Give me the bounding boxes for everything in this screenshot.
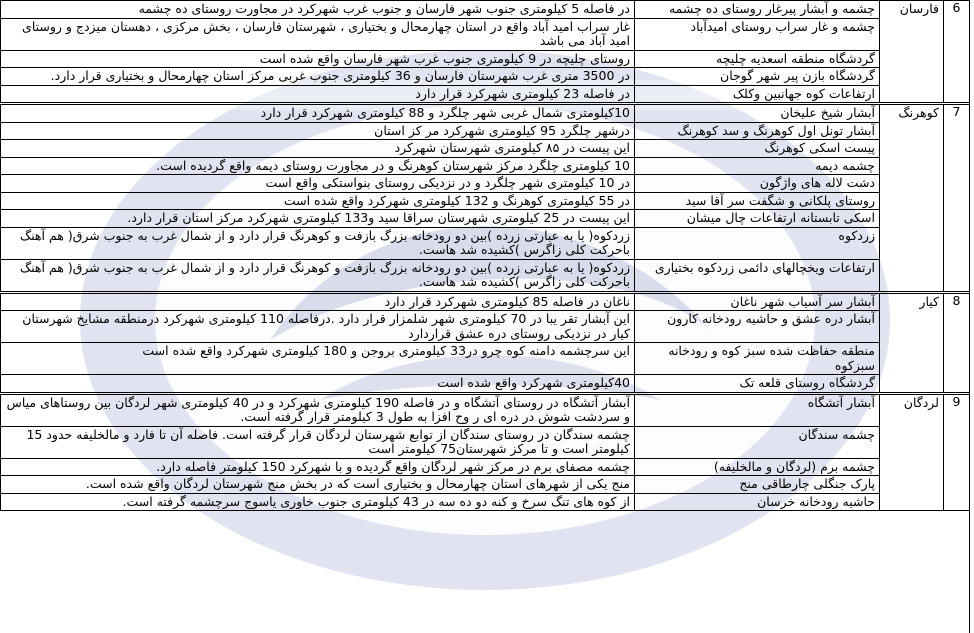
site-description: چشمه مصفای برم در مرکز شهر لردگان واقع گردیده و با شهرکرد 150 کیلومتر فاصله دارد. <box>1 458 635 476</box>
table-row <box>1 122 970 140</box>
site-name: گردشگاه روستای قلعه تک <box>635 375 880 394</box>
site-description: این سرچشمه دامنه کوه چرو در33 کیلومتری بروجن و 180 کیلومتری شهرکرد واقع شده است <box>1 343 635 375</box>
site-description: زردکوه( یا به عبارتی زرده )بین دو رودخانه بزرگ بازفت و کوهرنگ قرار دارد و از شمال غرب به جنوب شرق( هم آهنگ باحرکت کلی زاگرس )کشیده شد هاست. <box>1 227 635 259</box>
table-row <box>1 192 970 210</box>
table-row <box>1 227 970 259</box>
site-description: 40کیلومتری شهرکرد واقع شده است <box>1 375 635 394</box>
site-description: درشهر چلگرد 95 کیلومتری شهرکرد مر کز استان <box>1 122 635 140</box>
site-description: در فاصله 5 کیلومتری جنوب شهر فارسان و جنوب غرب شهرکرد در مجاورت روستای ده چشمه <box>1 1 635 19</box>
site-description: 10 کیلومتری چلگرد مرکز شهرستان کوهرنگ و در مجاورت روستای دیمه واقع گردیده است. <box>1 157 635 175</box>
site-description: روستای چلیچه در 9 کیلومتری جنوب غرب شهر فارسان واقع شده است <box>1 50 635 68</box>
site-description: در 3500 متری غرب شهرستان فارسان و 36 کیلومتری جنوب غربی مرکز استان چهارمحال و بختیاری قرار دارد. <box>1 68 635 86</box>
row-number: 6 <box>944 1 970 104</box>
table-row <box>1 68 970 86</box>
site-name: ارتفاعات کوه جهانبین وکلک <box>635 85 880 104</box>
site-description: این پیست در ۸۵ کیلومتری شهرستان شهرکرد <box>1 140 635 158</box>
site-name: گردشگاه بازن پیر شهر گوجان <box>635 68 880 86</box>
table-row <box>1 104 970 123</box>
site-name: آبشار دره عشق و حاشیه رودخانه کارون <box>635 311 880 343</box>
site-name: آبشار شیخ علیخان <box>635 104 880 123</box>
site-name: زردکوه <box>635 227 880 259</box>
site-name: حاشیه رودخانه خرسان <box>635 493 880 511</box>
site-description: در فاصله 23 کیلومتری شهرکرد قرار دارد <box>1 85 635 104</box>
table-row <box>1 493 970 511</box>
site-name: گردشگاه منطقه اسعدیه چلیچه <box>635 50 880 68</box>
row-number: 9 <box>944 393 970 511</box>
table-row <box>1 393 970 426</box>
site-description: در 10 کیلومتری شهر چلگرد و در نزدیکی روستای بنواستکی واقع است <box>1 175 635 193</box>
site-name: چشمه سندگان <box>635 426 880 458</box>
table-row <box>1 210 970 228</box>
table-row <box>1 259 970 292</box>
site-name: چشمه برم (لردگان و مالخلیفه) <box>635 458 880 476</box>
province-name: فارسان <box>880 1 944 104</box>
table-row <box>1 157 970 175</box>
table-row <box>1 50 970 68</box>
table-row <box>1 140 970 158</box>
site-description: چشمه سندگان در روستای سندگان از توابع شهرستان لردگان قرار گرفته است. فاصله آن تا فارد و مالخلیفه حدود 15 کیلومتر است و تا مرکز شهرستان75 کیلومتر است <box>1 426 635 458</box>
site-description: زردکوه( یا به عبارتی زرده )بین دو رودخانه بزرگ بازفت و کوهرنگ قرار دارد و از شمال غرب به جنوب شرق( هم آهنگ باحرکت کلی زاگرس )کشیده شد هاست. <box>1 259 635 292</box>
site-description: 10کیلومتری شمال غربی شهر چلگرد و 88 کیلومتری شهرکرد قرار دارد <box>1 104 635 123</box>
site-name: چشمه دیمه <box>635 157 880 175</box>
site-name: چشمه و آبشار پیرغار روستای ده چشمه <box>635 1 880 19</box>
province-name: لردگان <box>880 393 944 511</box>
table-row <box>1 375 970 394</box>
site-name: ارتفاعات ویخچالهای دائمی زردکوه بختیاری <box>635 259 880 292</box>
site-description: از کوه های تنگ سرخ و کنه دو ده سه در 43 کیلومتری جنوب خاوری یاسوج سرچشمه گرفته است. <box>1 493 635 511</box>
province-name: کوهرنگ <box>880 104 944 293</box>
table-row <box>1 85 970 104</box>
site-name: آبشار سر آسیاب شهر ناغان <box>635 292 880 311</box>
site-name: پیست اسکی کوهرنگ <box>635 140 880 158</box>
site-name: پارک جنگلی چارطاقی منج <box>635 476 880 494</box>
table-row <box>1 458 970 476</box>
province-name: کیار <box>880 292 944 393</box>
site-description: ناغان در فاصله 85 کیلومتری شهرکرد قرار دارد <box>1 292 635 311</box>
table-row <box>1 311 970 343</box>
site-name: چشمه و غار سراب روستای امیدآباد <box>635 18 880 50</box>
site-name: آبشار تونل اول کوهرنگ و سد کوهرنگ <box>635 122 880 140</box>
table-row <box>1 18 970 50</box>
site-name: دشت لاله های واژگون <box>635 175 880 193</box>
site-name: اسکی تابستانه ارتفاعات چال میشان <box>635 210 880 228</box>
site-description: این آبشار تقر یبا در 70 کیلومتری شهر شلمزار قرار دارد .درفاصله 110 کیلومتری شهرکرد درمنطقه مشایخ شهرستان کیار در نزدیکی روستای دره عشق قراردارد <box>1 311 635 343</box>
row-number: 8 <box>944 292 970 393</box>
table-row <box>1 426 970 458</box>
page-edge <box>969 0 974 633</box>
site-description: منج یکی از شهرهای استان چهارمحال و بختیاری است که در بخش منج شهرستان لردگان واقع شده است. <box>1 476 635 494</box>
site-description: غار سراب امید آباد واقع در استان چهارمحال و بختیاری ، شهرستان فارسان ، بخش مرکزی ، دهستان میزدج و روستای امید آباد می باشد <box>1 18 635 50</box>
table-row <box>1 175 970 193</box>
site-description: این پیست در 25 کیلومتری شهرستان سراقا سید و133 کیلومتری شهرکرد مرکز استان قرار دارد. <box>1 210 635 228</box>
site-name: منطقه حفاظت شده سبز کوه و رودخانه سبزکوه <box>635 343 880 375</box>
site-description: در 55 کیلومتری کوهرنگ و 132 کیلومتری شهرکرد واقع شده است <box>1 192 635 210</box>
site-name: روستای پلکانی و شگفت سر آقا سید <box>635 192 880 210</box>
table-row <box>1 292 970 311</box>
site-description: آبشار آتشگاه در روستای آتشگاه و در فاصله 190 کیلومتری شهرکرد و در 40 کیلومتری شهر لردگان بین روستاهای میاس و سردشت شوش در دره ای ر وح افزا به طول 3 کیلومتر قرار گرفته است. <box>1 393 635 426</box>
row-number: 7 <box>944 104 970 293</box>
table-row <box>1 1 970 19</box>
table-row <box>1 476 970 494</box>
site-name: آبشار آتشگاه <box>635 393 880 426</box>
table-row <box>1 343 970 375</box>
